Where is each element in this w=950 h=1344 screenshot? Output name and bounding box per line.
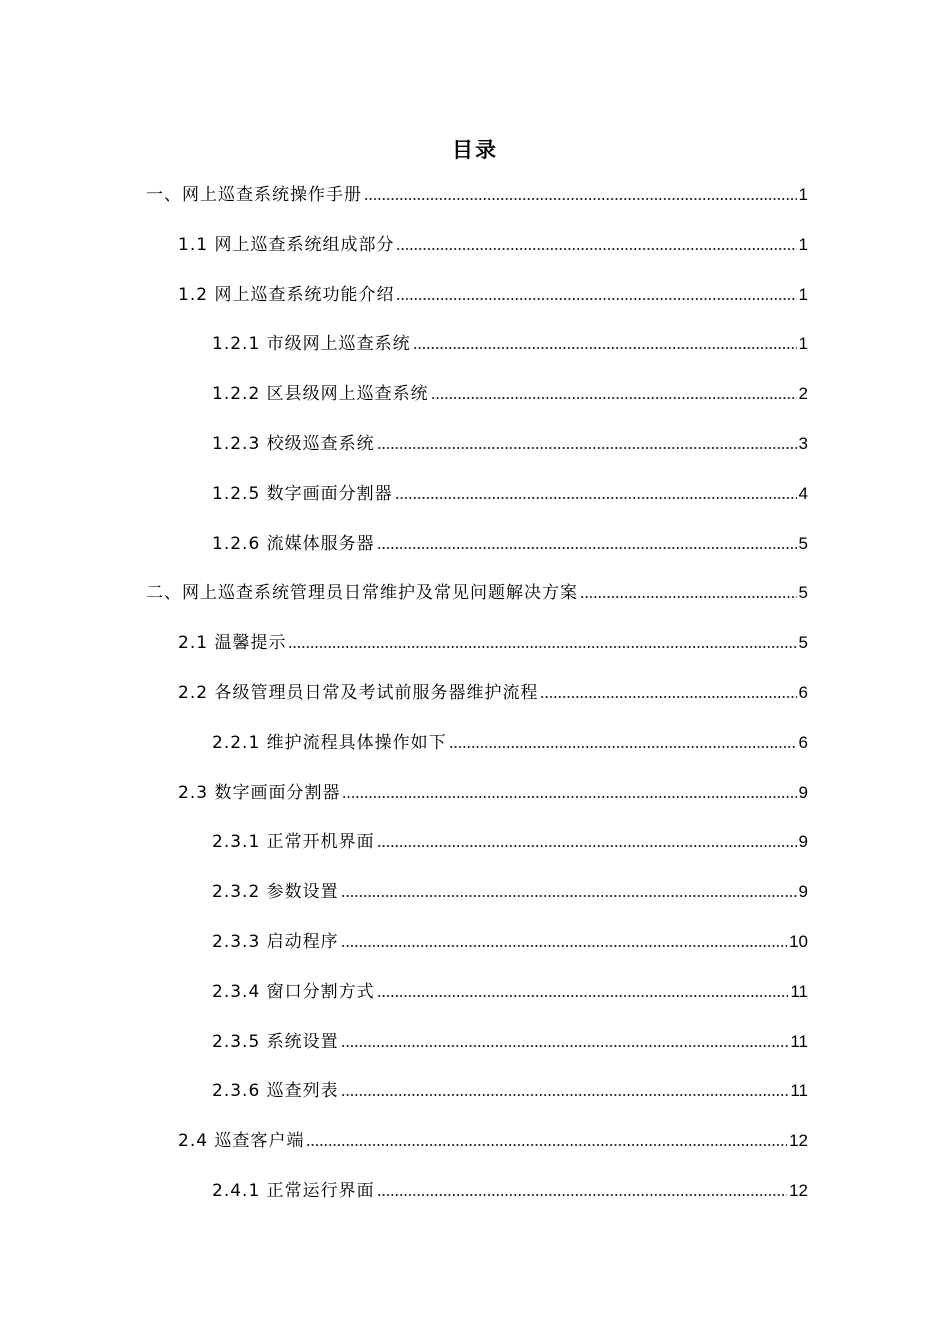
toc-entry-page-number: 5 <box>798 533 808 553</box>
toc-entry[interactable] <box>212 873 808 903</box>
toc-entry-label: 1.2.2 区县级网上巡查系统 <box>212 384 429 405</box>
toc-entry[interactable] <box>212 1072 808 1102</box>
toc-entry-label: 1.1 网上巡查系统组成部分 <box>178 234 395 255</box>
toc-entry-label: 2.4.1 正常运行界面 <box>212 1181 375 1201</box>
toc-entry[interactable] <box>212 1172 808 1202</box>
toc-entry[interactable] <box>212 425 808 455</box>
toc-entry[interactable] <box>146 574 808 604</box>
toc-entry-page-number: 4 <box>798 483 808 503</box>
toc-entry[interactable] <box>212 525 808 555</box>
toc-entry-page-number: 3 <box>798 434 808 453</box>
toc-entry-page-number: 6 <box>798 732 808 752</box>
toc-entry-label: 2.3 数字画面分割器 <box>178 782 341 803</box>
toc-entry-label: 1.2.5 数字画面分割器 <box>212 483 393 504</box>
toc-entry-page-number: 5 <box>798 583 808 603</box>
toc-entry-page-number: 11 <box>790 981 808 1001</box>
toc-entry-label: 1.2.3 校级巡查系统 <box>212 434 375 454</box>
toc-entry[interactable] <box>178 226 808 256</box>
toc-entry-page-number: 12 <box>789 1181 808 1200</box>
toc-entry[interactable] <box>146 176 808 206</box>
toc-entry[interactable] <box>178 774 808 804</box>
toc-dot-leader <box>377 994 789 998</box>
toc-entry-label: 一、网上巡查系统操作手册 <box>146 185 362 205</box>
toc-entry-page-number: 10 <box>789 932 808 951</box>
toc-entry-label: 2.3.2 参数设置 <box>212 882 339 903</box>
toc-entry-label: 2.2 各级管理员日常及考试前服务器维护流程 <box>178 683 539 703</box>
toc-entry[interactable] <box>212 1023 808 1053</box>
toc-dot-leader <box>377 1193 787 1197</box>
toc-entry[interactable] <box>178 674 808 704</box>
toc-entry-label: 1.2.6 流媒体服务器 <box>212 533 375 554</box>
toc-dot-leader <box>306 1143 787 1147</box>
toc-dot-leader <box>342 795 796 799</box>
toc-dot-leader <box>580 595 797 599</box>
toc-entry[interactable] <box>212 923 808 953</box>
toc-dot-leader <box>288 645 796 649</box>
toc-dot-leader <box>377 546 797 550</box>
toc-entry-label: 2.3.1 正常开机界面 <box>212 832 375 853</box>
toc-dot-leader <box>540 695 796 699</box>
toc-entry-page-number: 1 <box>798 334 808 354</box>
toc-dot-leader <box>377 844 797 848</box>
toc-dot-leader <box>449 745 797 749</box>
toc-dot-leader <box>377 446 797 450</box>
toc-entry-page-number: 9 <box>798 832 808 852</box>
toc-entry-page-number: 9 <box>798 782 808 802</box>
toc-dot-leader <box>395 496 797 500</box>
toc-entry-label: 2.3.6 巡查列表 <box>212 1081 339 1102</box>
toc-entry-label: 1.2 网上巡查系统功能介绍 <box>178 284 395 305</box>
toc-entry[interactable] <box>178 1122 808 1152</box>
toc-entry[interactable] <box>212 375 808 405</box>
toc-entry[interactable] <box>212 325 808 355</box>
toc-entry[interactable] <box>178 276 808 306</box>
toc-dot-leader <box>341 1044 789 1048</box>
toc-entry-label: 2.3.3 启动程序 <box>212 932 339 952</box>
toc-entry-label: 2.3.4 窗口分割方式 <box>212 981 375 1002</box>
toc-entry-label: 2.3.5 系统设置 <box>212 1031 339 1052</box>
toc-entry-page-number: 1 <box>798 234 808 254</box>
toc-dot-leader <box>413 346 797 350</box>
toc-dot-leader <box>364 197 797 201</box>
toc-entry-page-number: 1 <box>798 185 808 204</box>
toc-entry[interactable] <box>212 823 808 853</box>
toc-dot-leader <box>431 396 797 400</box>
toc-entry-page-number: 6 <box>798 683 808 702</box>
toc-dot-leader <box>341 944 787 948</box>
toc-title: 目录 <box>452 138 498 162</box>
toc-dot-leader <box>341 1093 789 1097</box>
toc-entry[interactable] <box>178 624 808 654</box>
toc-entry-label: 2.2.1 维护流程具体操作如下 <box>212 732 447 753</box>
toc-entry-page-number: 11 <box>790 1081 808 1101</box>
toc-entry[interactable] <box>212 475 808 505</box>
toc-entry-label: 2.4 巡查客户端 <box>178 1131 305 1152</box>
toc-entry-page-number: 2 <box>798 384 808 404</box>
toc-entry-label: 2.1 温馨提示 <box>178 633 287 654</box>
toc-entry-page-number: 12 <box>789 1131 808 1151</box>
toc-entry-label: 1.2.1 市级网上巡查系统 <box>212 334 411 355</box>
toc-dot-leader <box>341 894 797 898</box>
toc-dot-leader <box>396 297 796 301</box>
toc-entry-page-number: 5 <box>798 633 808 653</box>
toc-entry[interactable] <box>212 724 808 754</box>
toc-dot-leader <box>396 247 796 251</box>
toc-entry-label: 二、网上巡查系统管理员日常维护及常见问题解决方案 <box>146 583 578 604</box>
toc-entry-page-number: 9 <box>798 882 808 902</box>
toc-entry-page-number: 1 <box>798 284 808 304</box>
toc-entry[interactable] <box>212 973 808 1003</box>
toc-entry-page-number: 11 <box>790 1031 808 1051</box>
